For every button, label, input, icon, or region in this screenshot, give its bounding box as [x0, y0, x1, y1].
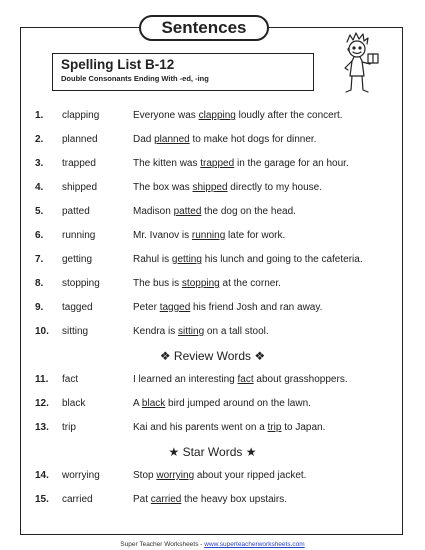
spelling-word: tagged: [62, 302, 93, 313]
sentence-end: his lunch and going to the cafeteria.: [201, 254, 363, 265]
underlined-word: patted: [173, 206, 202, 217]
spelling-list-header: [52, 53, 314, 91]
sentence-end: to make hot dogs for dinner.: [189, 134, 317, 145]
item-number: 10.: [35, 326, 49, 337]
spelling-word: trapped: [62, 158, 96, 169]
sentence-text: [133, 420, 325, 436]
spelling-word: sitting: [62, 326, 89, 337]
spelling-word: patted: [62, 206, 90, 217]
boy-holding-book-illustration: [337, 32, 385, 97]
spelling-word: stopping: [62, 278, 100, 289]
sentence-end: late for work.: [225, 230, 286, 241]
sentence-start: Mr. Ivanov is: [133, 230, 192, 241]
underlined-word: carried: [150, 494, 182, 505]
item-number: 2.: [35, 134, 44, 145]
sentence-start: The bus is: [133, 278, 182, 289]
sentence-end: about grasshoppers.: [253, 374, 348, 385]
underlined-word: tagged: [159, 302, 191, 313]
item-number: 5.: [35, 206, 44, 217]
sentence-row: [0, 228, 425, 244]
sentence-text: [133, 276, 281, 292]
sentence-end: at the corner.: [219, 278, 281, 289]
item-number: 15.: [35, 494, 49, 505]
sentence-end: the dog on the head.: [201, 206, 296, 217]
footer: [0, 541, 425, 549]
underlined-word: sitting: [178, 326, 205, 337]
sentence-text: [133, 108, 343, 124]
spelling-word: trip: [62, 422, 76, 433]
item-number: 4.: [35, 182, 44, 193]
sentence-row: [0, 468, 425, 484]
sentence-end: in the garage for an hour.: [234, 158, 349, 169]
sentence-row: [0, 276, 425, 292]
page-title: Sentences: [139, 15, 269, 41]
sentence-start: Kai and his parents went on a: [133, 422, 268, 433]
sentence-end: the heavy box upstairs.: [181, 494, 287, 505]
footer-brand: Super Teacher Worksheets -: [120, 541, 205, 548]
sentence-start: The box was: [133, 182, 193, 193]
sentence-row: [0, 420, 425, 436]
sentence-row: [0, 300, 425, 316]
item-number: 13.: [35, 422, 49, 433]
sentence-start: Everyone was: [133, 110, 199, 121]
underlined-word: trip: [267, 422, 282, 433]
sentence-row: [0, 372, 425, 388]
item-number: 11.: [35, 374, 49, 385]
item-number: 8.: [35, 278, 44, 289]
star-words-heading: ★ Star Words ★: [168, 445, 257, 459]
sentence-start: I learned an interesting: [133, 374, 238, 385]
list-subtitle: Double Consonants Ending With -ed, -ing: [61, 74, 209, 83]
spelling-word: fact: [62, 374, 79, 385]
list-title: Spelling List B-12: [61, 57, 175, 72]
item-number: 6.: [35, 230, 44, 241]
sentence-end: directly to my house.: [227, 182, 322, 193]
sentence-start: Peter: [133, 302, 160, 313]
item-number: 3.: [35, 158, 44, 169]
sentence-text: [133, 324, 269, 340]
spelling-word: getting: [62, 254, 93, 265]
spelling-word: worrying: [62, 470, 100, 481]
sentence-start: A: [133, 398, 142, 409]
underlined-word: planned: [154, 134, 190, 145]
sentence-row: [0, 156, 425, 172]
underlined-word: stopping: [181, 278, 220, 289]
sentence-row: [0, 252, 425, 268]
sentence-start: Dad: [133, 134, 155, 145]
sentence-text: [133, 468, 306, 484]
item-number: 12.: [35, 398, 49, 409]
sentence-text: [133, 372, 348, 388]
sentence-start: The kitten was: [133, 158, 201, 169]
underlined-word: getting: [171, 254, 202, 265]
footer-link[interactable]: www.superteacherworksheets.com: [204, 541, 305, 548]
spelling-word: shipped: [62, 182, 98, 193]
sentence-text: [133, 156, 349, 172]
underlined-word: shipped: [192, 182, 228, 193]
sentence-text: [133, 492, 287, 508]
spelling-word: carried: [62, 494, 93, 505]
sentence-row: [0, 108, 425, 124]
sentence-text: [133, 300, 322, 316]
sentence-row: [0, 396, 425, 412]
sentence-text: [133, 132, 316, 148]
sentence-end: loudly after the concert.: [235, 110, 343, 121]
spelling-word: clapping: [62, 110, 100, 121]
item-number: 1.: [35, 110, 44, 121]
sentence-start: Madison: [133, 206, 174, 217]
sentence-start: Kendra is: [133, 326, 179, 337]
underlined-word: fact: [237, 374, 254, 385]
sentence-row: [0, 324, 425, 340]
underlined-word: running: [191, 230, 226, 241]
sentence-end: on a tall stool.: [204, 326, 269, 337]
sentence-row: [0, 204, 425, 220]
underlined-word: black: [141, 398, 166, 409]
item-number: 9.: [35, 302, 44, 313]
item-number: 7.: [35, 254, 44, 265]
sentence-text: [133, 228, 285, 244]
sentence-row: [0, 492, 425, 508]
sentence-end: bird jumped around on the lawn.: [165, 398, 311, 409]
sentence-end: to Japan.: [281, 422, 326, 433]
sentence-row: [0, 132, 425, 148]
sentence-text: [133, 204, 296, 220]
sentence-start: Pat: [133, 494, 151, 505]
underlined-word: clapping: [198, 110, 236, 121]
sentence-end: his friend Josh and ran away.: [190, 302, 323, 313]
spelling-word: black: [62, 398, 86, 409]
item-number: 14.: [35, 470, 49, 481]
underlined-word: trapped: [200, 158, 235, 169]
sentence-start: Stop: [133, 470, 157, 481]
review-words-heading: ❖ Review Words ❖: [159, 349, 266, 363]
underlined-word: worrying: [156, 470, 195, 481]
sentence-text: [133, 252, 363, 268]
sentence-text: [133, 180, 322, 196]
spelling-word: planned: [62, 134, 98, 145]
sentence-text: [133, 396, 311, 412]
sentence-start: Rahul is: [133, 254, 172, 265]
spelling-word: running: [62, 230, 96, 241]
sentence-row: [0, 180, 425, 196]
sentence-end: about your ripped jacket.: [194, 470, 307, 481]
